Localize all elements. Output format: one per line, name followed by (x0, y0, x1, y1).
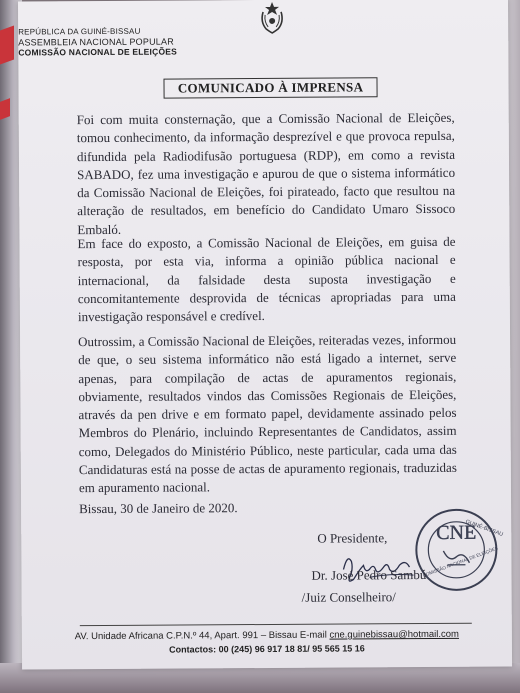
president-label: O Presidente, (317, 530, 388, 546)
paragraph-3: Outrossim, a Comissão Nacional de Eleições, reiteradas vezes, informou de que, o seu sistema informático não está ligado a internet, serve apenas, para compilação de actas de apuramentos regionais, obviamente, resultados vindos das Comissões Regionais de Eleições, através da pen drive e em formato papel, devidamente assinado pelos Membros do Plenário, incluindo Representantes de Candidatos, assim como, Delegados do Ministério Público, neste particular, cada uma das Candidaturas está na posse de actas de apuramento regionais, traduzidas em apuramento nacional. (78, 331, 457, 496)
document-sheet (18, 0, 512, 669)
document-date: Bissau, 30 de Janeiro de 2020. (79, 500, 238, 517)
document-title: COMUNICADO À IMPRENSA (163, 77, 377, 98)
header-assembly: ASSEMBLEIA NACIONAL POPULAR (18, 36, 174, 48)
background-red-paper (0, 98, 10, 120)
background-red-paper (0, 25, 14, 64)
paragraph-1: Foi com muita consternação, que a Comissão Nacional de Eleições, tomou conhecimento, da informação desprezível e que provoca repulsa, difundida pela Radiodifusão portuguesa (RDP), em como a revista SABADO, fez uma investigação e apurou de que o sistema informático da Comissão Nacional de Eleições, foi pirateado, facto que resultou na alteração de resultados, em benefício do Candidato Umaro Sissoco Embaló. (76, 109, 456, 237)
header-republic: REPÚBLICA DA GUINÉ-BISSAU (18, 26, 141, 37)
signatory-name: Dr. José Pedro Sambú (311, 567, 427, 583)
footer-divider (80, 623, 472, 626)
stamp-center-text: CNE (436, 521, 477, 544)
footer-address (22, 628, 512, 642)
paragraph-2: Em face do exposto, a Comissão Nacional de Eleições, em guisa de resposta, por esta via, informa a opinião pública nacional e internacional, da falsidade desta suposta investigação e concomitantemente desprovida de técnicas apropriadas para uma investigação responsável e credível. (77, 233, 456, 325)
header-commission: COMISSÃO NACIONAL DE ELEIÇÕES (18, 46, 178, 58)
signatory-role: /Juiz Conselheiro/ (301, 589, 396, 605)
stamp-bottom-text: COMISSÃO NACIONAL DE ELEIÇÕES (422, 545, 499, 578)
footer-contacts: Contactos: 00 (245) 96 917 18 81/ 95 565 15 16 (169, 643, 365, 655)
footer-address-text: AV. Unidade Africana C.P.N.º 44, Apart. 991 – Bissau E-mail (74, 629, 330, 643)
footer-email-link[interactable]: cne.guinebissau@hotmail.com (329, 628, 460, 641)
stamp-top-text: GUINÉ-BISSAU (464, 519, 504, 538)
